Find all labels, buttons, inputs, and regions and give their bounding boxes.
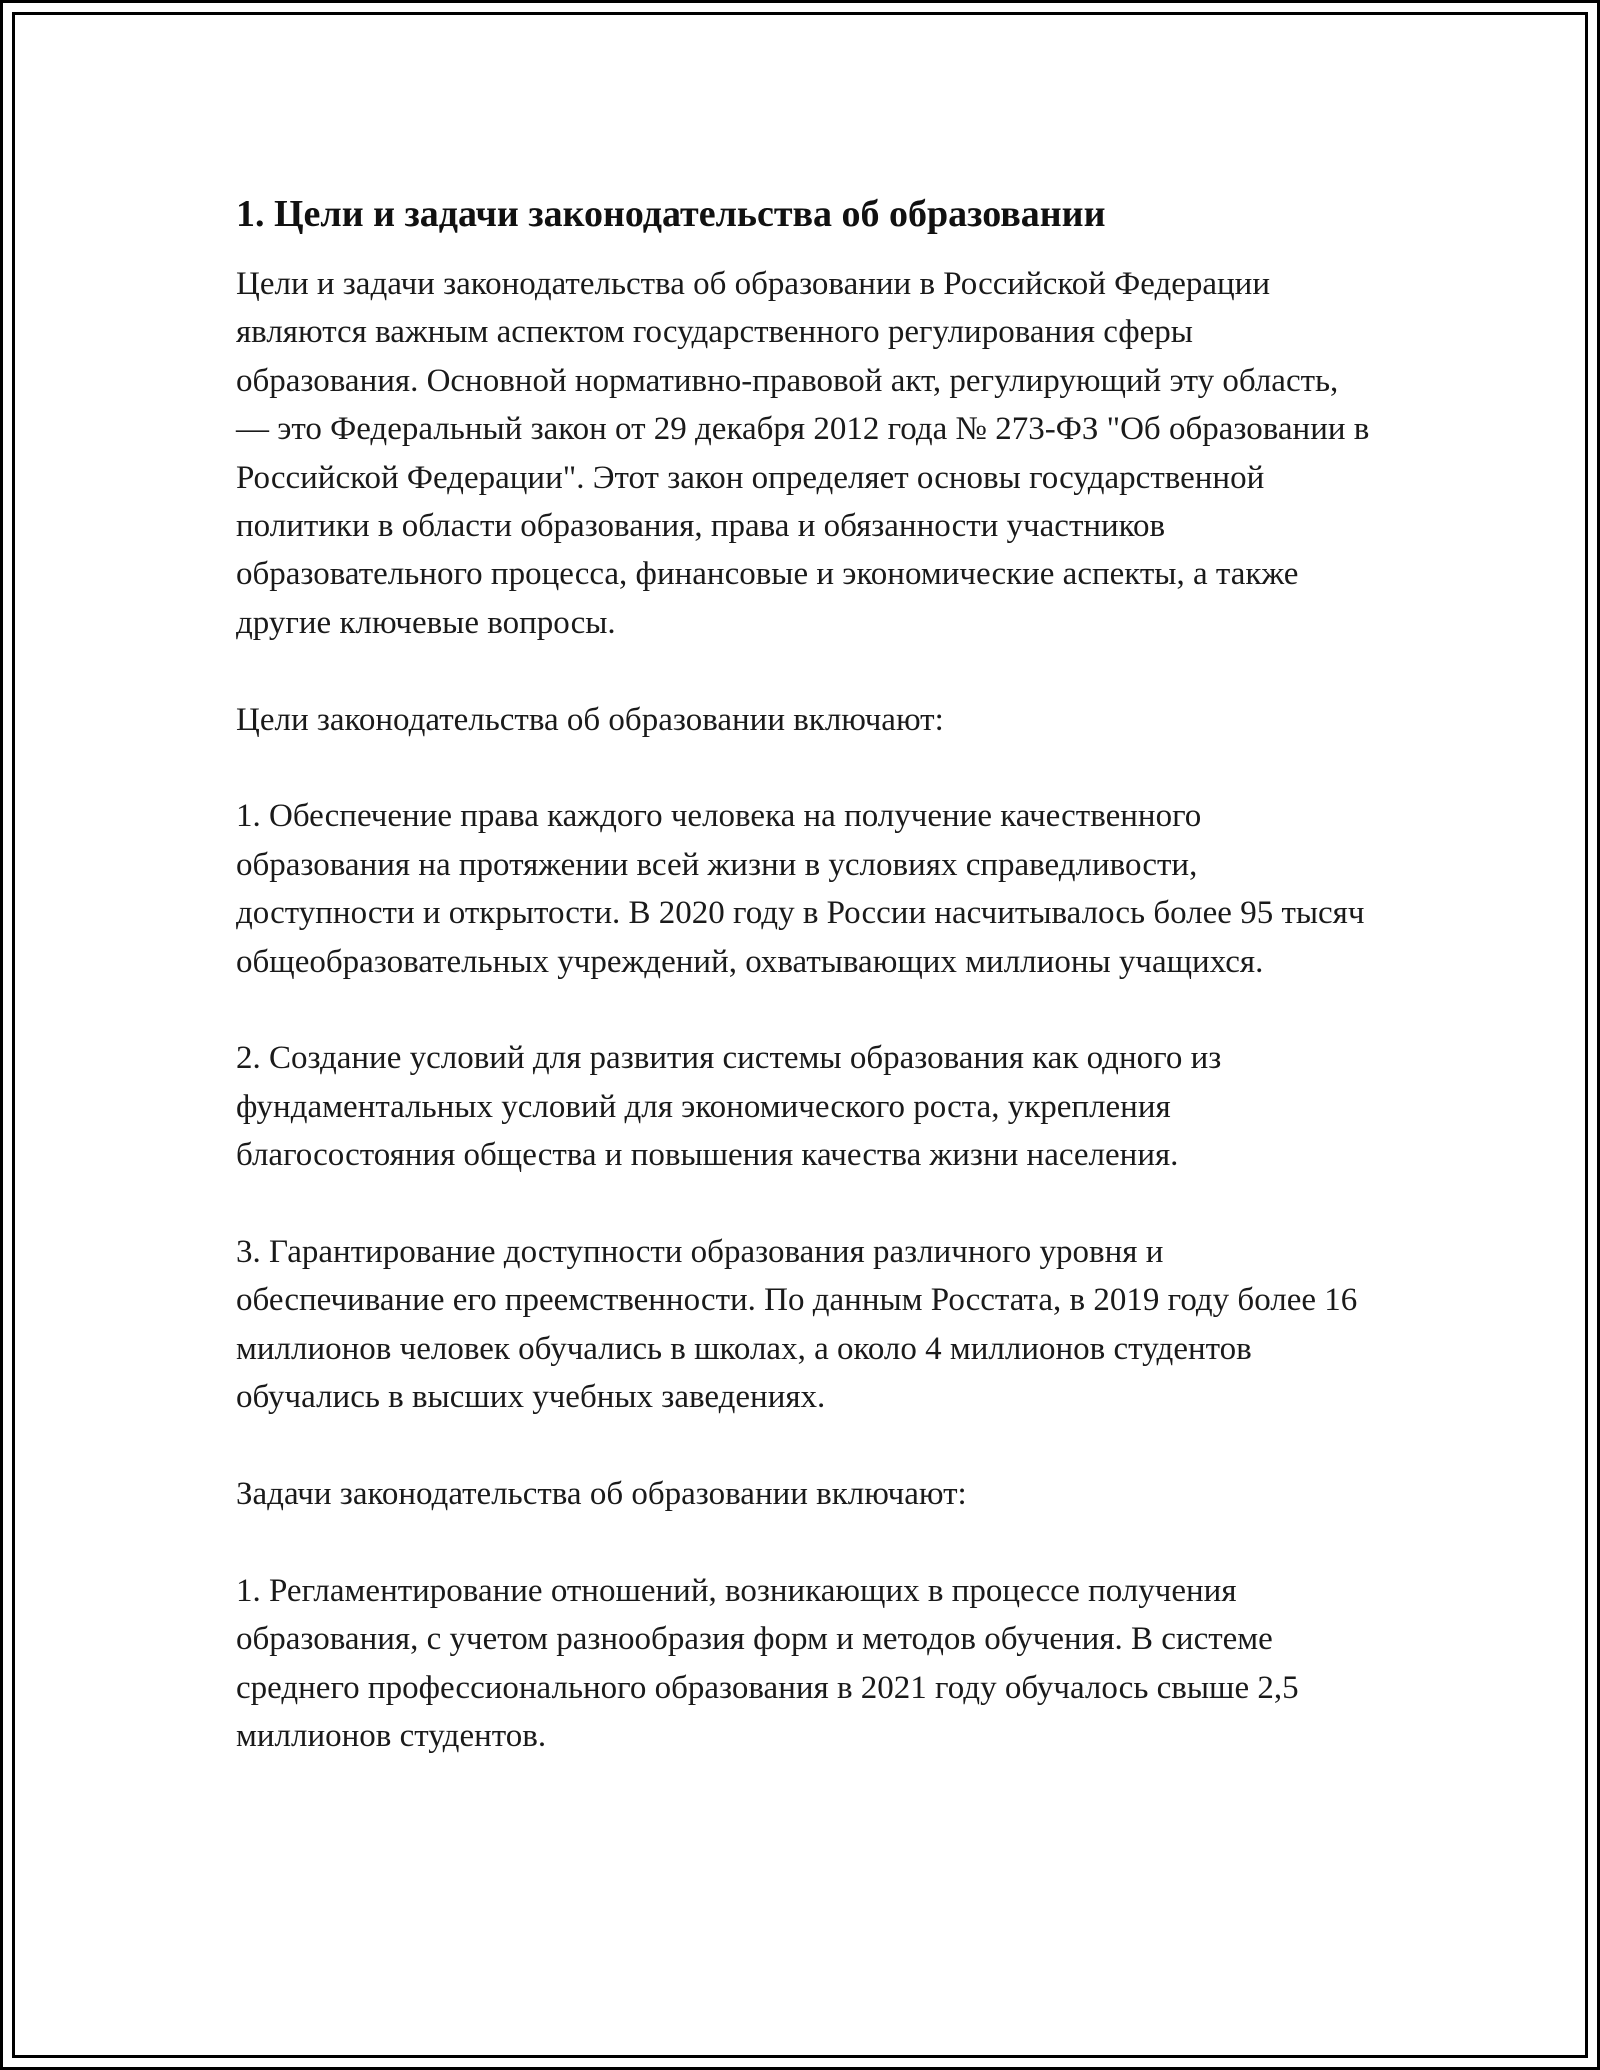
task-item-1: 1. Регламентирование отношений, возникающих в процессе получения образования, с учетом разнообразия форм и методов обучения. В системе среднего профессионального образования в 2021 году обучалось свыше 2,5 миллионов студентов. bbox=[236, 1572, 1299, 1755]
document-body bbox=[236, 186, 1376, 1761]
goal-item-3: 3. Гарантирование доступности образования различного уровня и обеспечивание его преемственности. По данным Росстата, в 2019 году более 16 миллионов человек обучались в школах, а около 4 миллионов студентов обучались в высших учебных заведениях. bbox=[236, 1234, 1358, 1416]
tasks-heading-paragraph: Задачи законодательства об образовании включают: bbox=[236, 1476, 967, 1513]
goals-heading-paragraph: Цели законодательства об образовании включают: bbox=[236, 701, 944, 738]
section-heading: 1. Цели и задачи законодательства об образовании bbox=[236, 193, 1106, 235]
goal-item-2: 2. Создание условий для развития системы образования как одного из фундаментальных условий для экономического роста, укрепления благосостояния общества и повышения качества жизни населения. bbox=[236, 1040, 1222, 1174]
goal-item-1: 1. Обеспечение права каждого человека на получение качественного образования на протяжении всей жизни в условиях справедливости, доступности и открытости. В 2020 году в России насчитывалось более 95 тысяч общеобразовательных учреждений, охватывающих миллионы учащихся. bbox=[236, 798, 1365, 980]
intro-paragraph: Цели и задачи законодательства об образовании в Российской Федерации являются важным аспектом государственного регулирования сферы образования. Основной нормативно-правовой акт, регулирующий эту область, — это Федеральный закон от 29 декабря 2012 года № 273-ФЗ "Об образовании в Российской Федерации". Этот закон определяет основы государственной политики в области образования, права и обязанности участников образовательного процесса, финансовые и экономические аспекты, а также другие ключевые вопросы. bbox=[236, 266, 1370, 641]
